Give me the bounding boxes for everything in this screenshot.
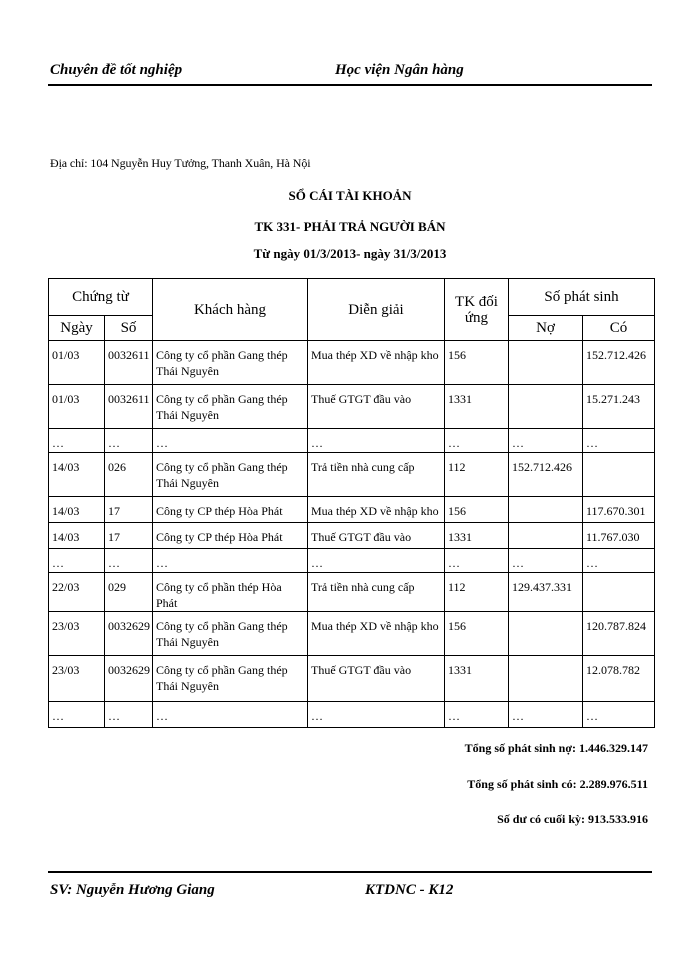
cell-co: 15.271.243 — [583, 385, 655, 429]
cell-ngay: 14/03 — [49, 497, 105, 523]
header-no: Nợ — [509, 316, 583, 341]
header-institution: Học viện Ngân hàng — [335, 62, 464, 78]
cell-co: 11.767.030 — [583, 523, 655, 549]
header-tk-doi-ung: TK đối ứng — [445, 279, 509, 341]
cell-no: 152.712.426 — [509, 453, 583, 497]
header-left-title: Chuyên đề tốt nghiệp — [50, 62, 183, 78]
cell-dien-giai: Mua thép XD về nhập kho — [308, 612, 445, 656]
cell-khach-hang: … — [153, 702, 308, 728]
cell-ngay: 14/03 — [49, 523, 105, 549]
cell-co — [583, 453, 655, 497]
cell-no: … — [509, 429, 583, 453]
cell-ngay: 01/03 — [49, 385, 105, 429]
period-title: Từ ngày 01/3/2013- ngày 31/3/2013 — [253, 246, 447, 261]
cell-tk: 156 — [445, 341, 509, 385]
header-so-phat-sinh: Số phát sinh — [509, 279, 655, 316]
cell-ngay: 23/03 — [49, 612, 105, 656]
cell-ngay: … — [49, 702, 105, 728]
cell-so: 17 — [105, 497, 153, 523]
header-ngay: Ngày — [49, 316, 105, 341]
cell-no — [509, 385, 583, 429]
cell-co: 117.670.301 — [583, 497, 655, 523]
cell-co: 12.078.782 — [583, 656, 655, 702]
cell-so: … — [105, 429, 153, 453]
cell-ngay: 14/03 — [49, 453, 105, 497]
cell-tk: … — [445, 702, 509, 728]
cell-dien-giai: Mua thép XD về nhập kho — [308, 341, 445, 385]
footer-class: KTDNC - K12 — [365, 882, 454, 898]
cell-so: 17 — [105, 523, 153, 549]
header-rule — [48, 84, 652, 86]
cell-so: … — [105, 702, 153, 728]
cell-ngay: … — [49, 429, 105, 453]
cell-so: 0032629 — [105, 612, 153, 656]
cell-ngay: 01/03 — [49, 341, 105, 385]
cell-no — [509, 523, 583, 549]
cell-so: 0032611 — [105, 385, 153, 429]
cell-khach-hang: Công ty cổ phần thép Hòa Phát — [153, 573, 308, 612]
header-dien-giai: Diễn giải — [308, 279, 445, 341]
table-row — [49, 453, 655, 497]
cell-ngay: 23/03 — [49, 656, 105, 702]
cell-co: … — [583, 429, 655, 453]
table-row — [49, 573, 655, 612]
cell-tk: 112 — [445, 453, 509, 497]
ledger-title: SỔ CÁI TÀI KHOẢN — [288, 188, 412, 203]
ledger-table — [48, 278, 655, 728]
cell-no — [509, 497, 583, 523]
table-row — [49, 385, 655, 429]
cell-no — [509, 612, 583, 656]
cell-no: … — [509, 549, 583, 573]
header-so: Số — [105, 316, 153, 341]
table-row — [49, 497, 655, 523]
cell-so: 0032629 — [105, 656, 153, 702]
cell-dien-giai: Trả tiền nhà cung cấp — [308, 573, 445, 612]
footer-student: SV: Nguyễn Hương Giang — [50, 882, 215, 898]
cell-dien-giai: Thuế GTGT đầu vào — [308, 656, 445, 702]
cell-dien-giai: Thuế GTGT đầu vào — [308, 385, 445, 429]
footer-rule — [48, 871, 652, 873]
cell-tk: … — [445, 429, 509, 453]
cell-tk: 156 — [445, 497, 509, 523]
cell-dien-giai: Trả tiền nhà cung cấp — [308, 453, 445, 497]
header-co: Có — [583, 316, 655, 341]
cell-no: 129.437.331 — [509, 573, 583, 612]
cell-ngay: … — [49, 549, 105, 573]
cell-co — [583, 573, 655, 612]
cell-tk: … — [445, 549, 509, 573]
cell-tk: 1331 — [445, 523, 509, 549]
cell-khach-hang: … — [153, 429, 308, 453]
cell-co: 152.712.426 — [583, 341, 655, 385]
cell-so: 0032611 — [105, 341, 153, 385]
cell-khach-hang: Công ty CP thép Hòa Phát — [153, 497, 308, 523]
cell-co: … — [583, 702, 655, 728]
cell-dien-giai: … — [308, 429, 445, 453]
cell-tk: 156 — [445, 612, 509, 656]
table-row — [49, 612, 655, 656]
cell-co: … — [583, 549, 655, 573]
cell-ngay: 22/03 — [49, 573, 105, 612]
closing-balance: Số dư có cuối kỳ: 913.533.916 — [497, 812, 648, 826]
table-row — [49, 656, 655, 702]
table-row — [49, 702, 655, 728]
cell-dien-giai: … — [308, 549, 445, 573]
cell-khach-hang: Công ty cổ phần Gang thép Thái Nguyên — [153, 656, 308, 702]
cell-khach-hang: Công ty cổ phần Gang thép Thái Nguyên — [153, 612, 308, 656]
cell-dien-giai: … — [308, 702, 445, 728]
company-address: Địa chỉ: 104 Nguyễn Huy Tưởng, Thanh Xuân, Hà Nội — [50, 156, 311, 170]
total-debit: Tổng số phát sinh nợ: 1.446.329.147 — [464, 741, 648, 755]
cell-so: 029 — [105, 573, 153, 612]
cell-co: 120.787.824 — [583, 612, 655, 656]
cell-khach-hang: Công ty cổ phần Gang thép Thái Nguyên — [153, 453, 308, 497]
table-row — [49, 549, 655, 573]
table-row — [49, 523, 655, 549]
cell-so: … — [105, 549, 153, 573]
cell-no — [509, 341, 583, 385]
cell-tk: 1331 — [445, 385, 509, 429]
header-chung-tu: Chứng từ — [49, 279, 153, 316]
header-khach-hang: Khách hàng — [153, 279, 308, 341]
cell-no — [509, 656, 583, 702]
cell-khach-hang: … — [153, 549, 308, 573]
table-row — [49, 341, 655, 385]
cell-khach-hang: Công ty cổ phần Gang thép Thái Nguyên — [153, 341, 308, 385]
account-title: TK 331- PHẢI TRẢ NGƯỜI BÁN — [254, 219, 446, 234]
cell-tk: 1331 — [445, 656, 509, 702]
table-row — [49, 429, 655, 453]
cell-dien-giai: Thuế GTGT đầu vào — [308, 523, 445, 549]
cell-khach-hang: Công ty cổ phần Gang thép Thái Nguyên — [153, 385, 308, 429]
total-credit: Tổng số phát sinh có: 2.289.976.511 — [467, 777, 648, 791]
cell-tk: 112 — [445, 573, 509, 612]
cell-no: … — [509, 702, 583, 728]
cell-dien-giai: Mua thép XD về nhập kho — [308, 497, 445, 523]
cell-so: 026 — [105, 453, 153, 497]
cell-khach-hang: Công ty CP thép Hòa Phát — [153, 523, 308, 549]
